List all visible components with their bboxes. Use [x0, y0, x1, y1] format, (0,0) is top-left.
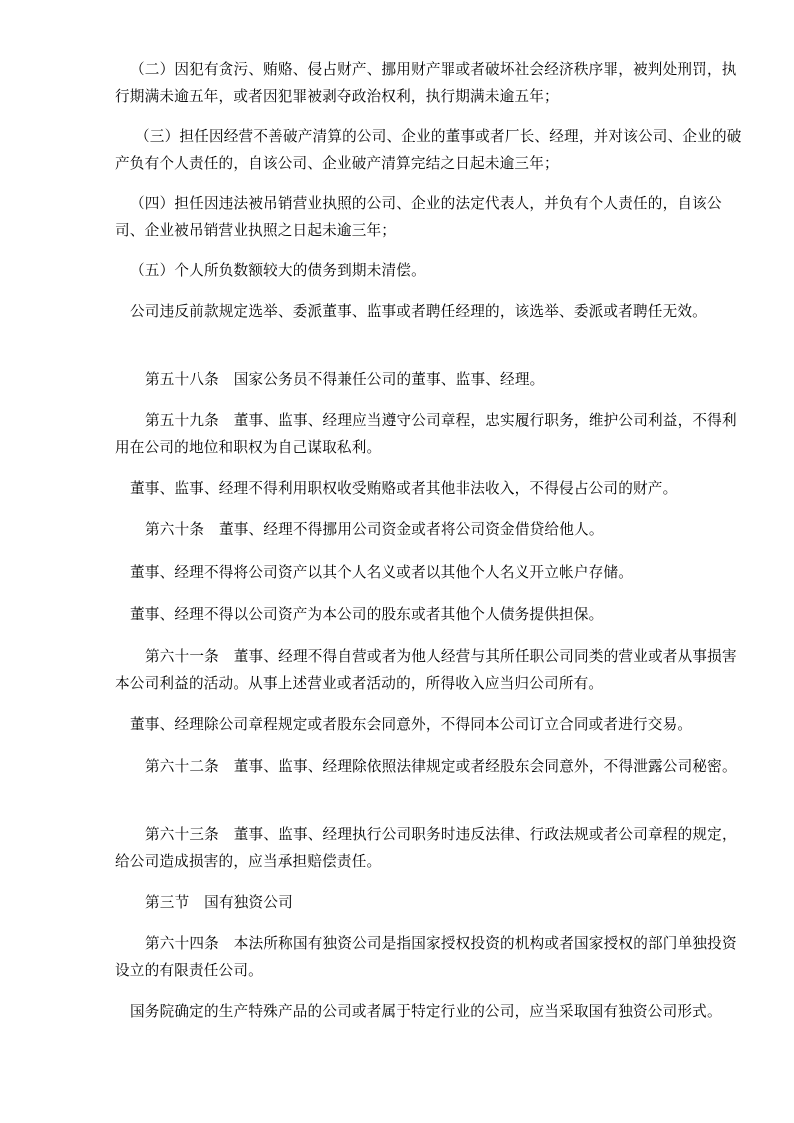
paragraph-state-owned-form: 国务院确定的生产特殊产品的公司或者属于特定行业的公司，应当采取国有独资公司形式。: [130, 1003, 722, 1020]
article-64: 第六十四条 本法所称国有独资公司是指国家授权投资的机构或者国家授权的部门单独投资设立的有限责任公司。: [115, 935, 737, 979]
paragraph-item-3: （三）担任因经营不善破产清算的公司、企业的董事或者厂长、经理，并对该公司、企业的破产负有个人责任的，自该公司、企业破产清算完结之日起未逾三年；: [115, 128, 742, 172]
article-63: 第六十三条 董事、监事、经理执行公司职务时违反法律、行政法规或者公司章程的规定，给公司造成损害的，应当承担赔偿责任。: [115, 826, 737, 870]
paragraph-no-contract: 董事、经理除公司章程规定或者股东会同意外，不得同本公司订立合同或者进行交易。: [130, 716, 693, 733]
paragraph-item-2: （二）因犯有贪污、贿赂、侵占财产、挪用财产罪或者破坏社会经济秩序罪，被判处刑罚，执行期满未逾五年，或者因犯罪被剥夺政治权利，执行期满未逾五年；: [115, 61, 737, 105]
article-61: 第六十一条 董事、经理不得自营或者为他人经营与其所任职公司同类的营业或者从事损害本公司利益的活动。从事上述营业或者活动的，所得收入应当归公司所有。: [115, 648, 737, 692]
article-59: 第五十九条 董事、监事、经理应当遵守公司章程，忠实履行职务，维护公司利益，不得利用在公司的地位和职权为自己谋取私利。: [115, 412, 737, 456]
paragraph-no-personal-account: 董事、经理不得将公司资产以其个人名义或者以其他个人名义开立帐户存储。: [130, 564, 633, 581]
paragraph-no-bribery: 董事、监事、经理不得利用职权收受贿赂或者其他非法收入，不得侵占公司的财产。: [130, 480, 678, 497]
article-58: 第五十八条 国家公务员不得兼任公司的董事、监事、经理。: [145, 371, 545, 388]
article-62: 第六十二条 董事、监事、经理除依照法律规定或者经股东会同意外，不得泄露公司秘密。: [145, 758, 737, 775]
section-3-heading: 第三节 国有独资公司: [145, 894, 293, 911]
paragraph-item-4: （四）担任因违法被吊销营业执照的公司、企业的法定代表人，并负有个人责任的，自该公司、企业被吊销营业执照之日起未逾三年；: [115, 195, 722, 239]
article-60: 第六十条 董事、经理不得挪用公司资金或者将公司资金借贷给他人。: [145, 521, 604, 538]
paragraph-no-guarantee: 董事、经理不得以公司资产为本公司的股东或者其他个人债务提供担保。: [130, 606, 604, 623]
paragraph-invalid-appointment: 公司违反前款规定选举、委派董事、监事或者聘任经理的，该选举、委派或者聘任无效。: [130, 303, 707, 320]
paragraph-item-5: （五）个人所负数额较大的债务到期未清偿。: [130, 262, 426, 279]
